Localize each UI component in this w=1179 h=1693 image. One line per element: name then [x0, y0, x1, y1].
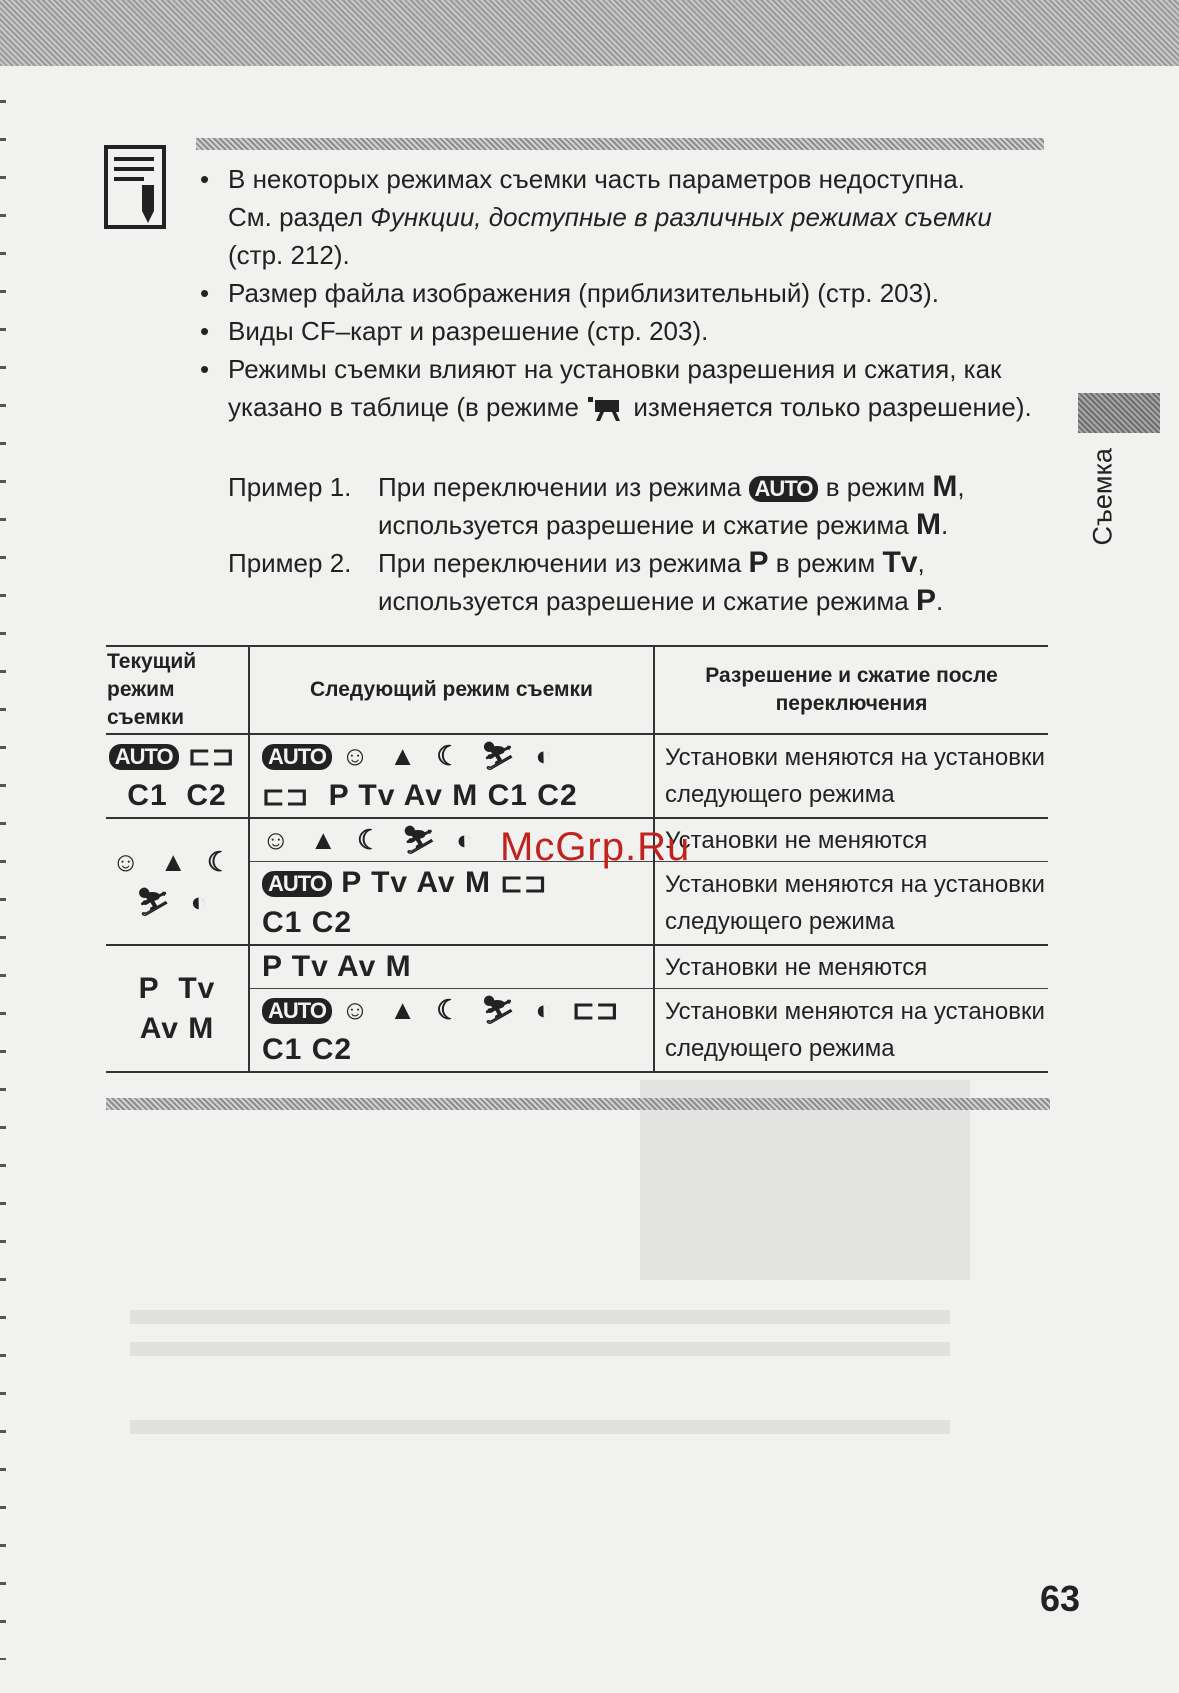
auto-mode-icon: AUTO	[749, 476, 819, 502]
color-effect-icon: ◐	[456, 825, 474, 855]
table-row	[106, 945, 1048, 989]
portrait-icon: ☺	[341, 741, 370, 771]
landscape-icon: ▲	[389, 741, 417, 771]
night-scene-icon: ☾	[436, 995, 462, 1025]
color-effect-icon: ◐	[190, 886, 208, 917]
bleed-through-text	[130, 1420, 950, 1434]
next-mode-cell: AUTO P Tv Av M ⊏⊐ C1 C2	[249, 862, 654, 946]
table-header	[106, 646, 1048, 734]
sports-icon: ⛷	[480, 995, 517, 1025]
scan-top-band	[0, 0, 1179, 66]
bleed-through-text	[130, 1310, 950, 1324]
stitch-assist-icon: ⊏⊐	[500, 868, 548, 898]
current-mode-cell: AUTO ⊏⊐ C1 C2	[106, 734, 249, 818]
stitch-assist-icon: ⊏⊐	[262, 781, 310, 811]
result-cell: Установки меняются на установки следующего режима	[654, 734, 1048, 818]
note-bullet-3: • Виды CF–карт и разрешение (стр. 203).	[200, 312, 1050, 350]
note-icon	[104, 145, 170, 231]
bleed-through-image	[640, 1080, 970, 1280]
section-tab	[1078, 393, 1160, 433]
header-next-mode: Следующий режим съемки	[249, 646, 654, 734]
auto-mode-icon: AUTO	[262, 871, 332, 897]
cross-reference: Функции, доступные в различных режимах съемки	[370, 202, 992, 232]
stitch-assist-icon: ⊏⊐	[572, 995, 620, 1025]
portrait-icon: ☺	[111, 846, 141, 877]
landscape-icon: ▲	[159, 846, 188, 877]
note-bullet-4: • Режимы съемки влияют на установки разрешения и сжатия, как указано в таблице (в режиме изменяется только разрешение).	[200, 350, 1050, 426]
result-cell: Установки не меняются	[654, 945, 1048, 989]
note-bullets	[200, 160, 1050, 426]
next-mode-cell: P Tv Av M	[249, 945, 654, 989]
sports-icon: ⛷	[136, 886, 172, 917]
color-effect-icon: ◐	[535, 741, 553, 771]
auto-mode-icon: AUTO	[262, 744, 332, 770]
stitch-assist-icon: ⊏⊐	[188, 741, 236, 771]
portrait-icon: ☺	[341, 995, 370, 1025]
result-cell: Установки меняются на установки следующего режима	[654, 862, 1048, 946]
sports-icon: ⛷	[480, 741, 517, 771]
header-result: Разрешение и сжатие после переключения	[654, 646, 1048, 734]
page-number: 63	[1040, 1578, 1081, 1619]
example-2: Пример 2. При переключении из режима P в режим Tv, используется разрешение и сжатие режима P.	[228, 546, 944, 617]
note-top-rule	[196, 138, 1044, 150]
night-scene-icon: ☾	[357, 825, 383, 855]
movie-mode-icon	[586, 397, 626, 421]
next-mode-cell: AUTO ☺ ▲ ☾ ⛷ ◐ ⊏⊐ P Tv Av M C1 C2	[249, 734, 654, 818]
section-label: Съемка	[1087, 448, 1118, 546]
next-mode-cell: AUTO ☺ ▲ ☾ ⛷ ◐ ⊏⊐ C1 C2	[249, 989, 654, 1073]
auto-mode-icon: AUTO	[262, 998, 332, 1024]
header-current-mode: Текущий режим съемки	[106, 646, 249, 734]
current-mode-cell: P Tv Av M	[106, 945, 249, 1072]
current-mode-cell	[106, 818, 249, 945]
example-1: Пример 1. При переключении из режима AUTO в режим M, используется разрешение и сжатие режима M.	[228, 470, 965, 541]
color-effect-icon: ◐	[535, 995, 553, 1025]
table-row	[106, 734, 1048, 818]
landscape-icon: ▲	[309, 825, 338, 855]
watermark: McGrp.Ru	[500, 825, 691, 869]
binding-edge	[0, 100, 6, 1660]
note-bullet-2: • Размер файла изображения (приблизительный) (стр. 203).	[200, 274, 1050, 312]
sports-icon: ⛷	[401, 825, 437, 855]
note-bullet-1: • В некоторых режимах съемки часть параметров недоступна. См. раздел Функции, доступные в различных режимах съемки (стр. 212).	[200, 160, 1050, 274]
result-cell: Установки не меняются	[654, 818, 1048, 862]
note-bottom-rule	[106, 1098, 1050, 1110]
result-cell: Установки меняются на установки следующего режима	[654, 989, 1048, 1073]
auto-mode-icon: AUTO	[109, 744, 179, 770]
bleed-through-text	[130, 1342, 950, 1356]
night-scene-icon: ☾	[206, 846, 233, 877]
landscape-icon: ▲	[389, 995, 417, 1025]
portrait-icon: ☺	[262, 825, 291, 855]
night-scene-icon: ☾	[436, 741, 462, 771]
